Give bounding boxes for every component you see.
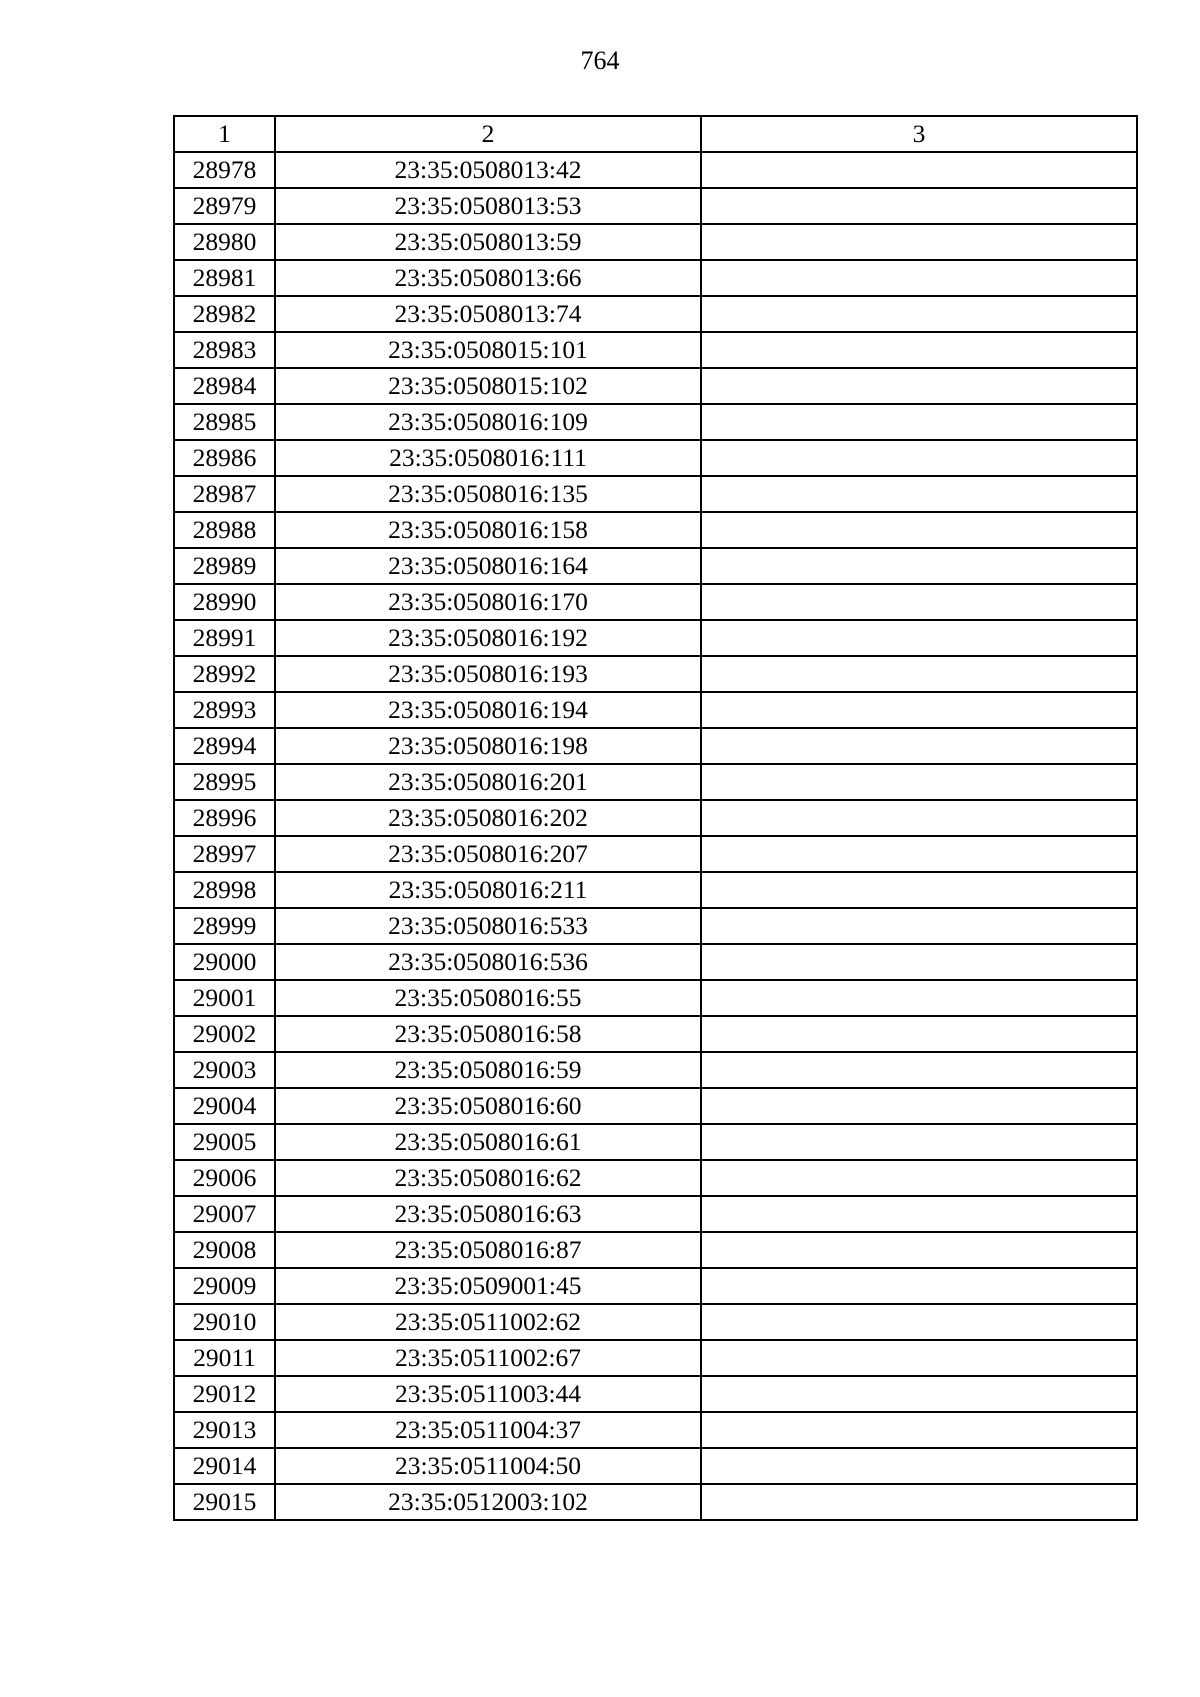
cadastral-number-cell: 23:35:0508016:109 bbox=[275, 404, 701, 440]
notes-cell bbox=[701, 1268, 1137, 1304]
row-index-cell: 28985 bbox=[174, 404, 275, 440]
notes-cell bbox=[701, 692, 1137, 728]
table-row bbox=[174, 800, 1137, 836]
table-row bbox=[174, 692, 1137, 728]
cadastral-number-cell: 23:35:0508013:53 bbox=[275, 188, 701, 224]
row-index-cell: 29012 bbox=[174, 1376, 275, 1412]
column-header-2: 2 bbox=[275, 116, 701, 152]
notes-cell bbox=[701, 368, 1137, 404]
row-index-cell: 28988 bbox=[174, 512, 275, 548]
row-index-cell: 29011 bbox=[174, 1340, 275, 1376]
cadastral-number-cell: 23:35:0508016:536 bbox=[275, 944, 701, 980]
table-row bbox=[174, 260, 1137, 296]
cadastral-number-cell: 23:35:0508016:87 bbox=[275, 1232, 701, 1268]
notes-cell bbox=[701, 1016, 1137, 1052]
table-row bbox=[174, 152, 1137, 188]
row-index-cell: 28981 bbox=[174, 260, 275, 296]
notes-cell bbox=[701, 1304, 1137, 1340]
row-index-cell: 29009 bbox=[174, 1268, 275, 1304]
cadastral-number-cell: 23:35:0508016:202 bbox=[275, 800, 701, 836]
notes-cell bbox=[701, 512, 1137, 548]
notes-cell bbox=[701, 764, 1137, 800]
cadastral-number-cell: 23:35:0511002:67 bbox=[275, 1340, 701, 1376]
table-row bbox=[174, 908, 1137, 944]
cadastral-number-table bbox=[173, 115, 1138, 1521]
notes-cell bbox=[701, 1376, 1137, 1412]
cadastral-number-cell: 23:35:0508016:58 bbox=[275, 1016, 701, 1052]
cadastral-number-cell: 23:35:0511004:50 bbox=[275, 1448, 701, 1484]
cadastral-number-cell: 23:35:0508013:66 bbox=[275, 260, 701, 296]
notes-cell bbox=[701, 440, 1137, 476]
table-row bbox=[174, 296, 1137, 332]
row-index-cell: 28990 bbox=[174, 584, 275, 620]
notes-cell bbox=[701, 548, 1137, 584]
notes-cell bbox=[701, 476, 1137, 512]
row-index-cell: 29002 bbox=[174, 1016, 275, 1052]
cadastral-number-cell: 23:35:0508016:61 bbox=[275, 1124, 701, 1160]
notes-cell bbox=[701, 1340, 1137, 1376]
notes-cell bbox=[701, 1484, 1137, 1520]
cadastral-number-cell: 23:35:0508016:192 bbox=[275, 620, 701, 656]
row-index-cell: 29006 bbox=[174, 1160, 275, 1196]
cadastral-number-cell: 23:35:0508016:63 bbox=[275, 1196, 701, 1232]
cadastral-number-cell: 23:35:0508016:194 bbox=[275, 692, 701, 728]
cadastral-number-cell: 23:35:0508016:158 bbox=[275, 512, 701, 548]
cadastral-number-cell: 23:35:0508016:59 bbox=[275, 1052, 701, 1088]
row-index-cell: 29007 bbox=[174, 1196, 275, 1232]
cadastral-number-cell: 23:35:0508016:55 bbox=[275, 980, 701, 1016]
notes-cell bbox=[701, 620, 1137, 656]
table-row bbox=[174, 656, 1137, 692]
cadastral-number-cell: 23:35:0508016:193 bbox=[275, 656, 701, 692]
table-row bbox=[174, 332, 1137, 368]
column-header-3: 3 bbox=[701, 116, 1137, 152]
table-row bbox=[174, 1160, 1137, 1196]
row-index-cell: 28993 bbox=[174, 692, 275, 728]
table-row bbox=[174, 1304, 1137, 1340]
table-row bbox=[174, 1088, 1137, 1124]
notes-cell bbox=[701, 872, 1137, 908]
table-row bbox=[174, 368, 1137, 404]
table-row bbox=[174, 944, 1137, 980]
table-row bbox=[174, 476, 1137, 512]
table-row bbox=[174, 872, 1137, 908]
table-row bbox=[174, 1412, 1137, 1448]
table-row bbox=[174, 1016, 1137, 1052]
table-row bbox=[174, 548, 1137, 584]
notes-cell bbox=[701, 1124, 1137, 1160]
cadastral-number-cell: 23:35:0508016:211 bbox=[275, 872, 701, 908]
notes-cell bbox=[701, 800, 1137, 836]
notes-cell bbox=[701, 1196, 1137, 1232]
cadastral-number-cell: 23:35:0508016:62 bbox=[275, 1160, 701, 1196]
row-index-cell: 28983 bbox=[174, 332, 275, 368]
notes-cell bbox=[701, 908, 1137, 944]
cadastral-number-cell: 23:35:0508016:111 bbox=[275, 440, 701, 476]
row-index-cell: 29015 bbox=[174, 1484, 275, 1520]
row-index-cell: 29010 bbox=[174, 1304, 275, 1340]
notes-cell bbox=[701, 1232, 1137, 1268]
notes-cell bbox=[701, 1412, 1137, 1448]
row-index-cell: 28980 bbox=[174, 224, 275, 260]
notes-cell bbox=[701, 404, 1137, 440]
cadastral-number-cell: 23:35:0508016:207 bbox=[275, 836, 701, 872]
notes-cell bbox=[701, 1052, 1137, 1088]
page-number: 764 bbox=[580, 46, 620, 75]
table-row bbox=[174, 836, 1137, 872]
table-row bbox=[174, 1340, 1137, 1376]
table-row bbox=[174, 1124, 1137, 1160]
cadastral-number-cell: 23:35:0508013:74 bbox=[275, 296, 701, 332]
row-index-cell: 28997 bbox=[174, 836, 275, 872]
notes-cell bbox=[701, 260, 1137, 296]
cadastral-number-cell: 23:35:0508016:164 bbox=[275, 548, 701, 584]
table-header bbox=[174, 116, 1137, 152]
notes-cell bbox=[701, 332, 1137, 368]
notes-cell bbox=[701, 296, 1137, 332]
row-index-cell: 29003 bbox=[174, 1052, 275, 1088]
row-index-cell: 28996 bbox=[174, 800, 275, 836]
notes-cell bbox=[701, 1160, 1137, 1196]
notes-cell bbox=[701, 584, 1137, 620]
notes-cell bbox=[701, 728, 1137, 764]
cadastral-number-cell: 23:35:0508015:101 bbox=[275, 332, 701, 368]
notes-cell bbox=[701, 1088, 1137, 1124]
row-index-cell: 29001 bbox=[174, 980, 275, 1016]
cadastral-number-cell: 23:35:0511003:44 bbox=[275, 1376, 701, 1412]
row-index-cell: 29013 bbox=[174, 1412, 275, 1448]
row-index-cell: 28987 bbox=[174, 476, 275, 512]
row-index-cell: 29000 bbox=[174, 944, 275, 980]
cadastral-number-cell: 23:35:0508016:135 bbox=[275, 476, 701, 512]
notes-cell bbox=[701, 944, 1137, 980]
cadastral-number-cell: 23:35:0508013:42 bbox=[275, 152, 701, 188]
row-index-cell: 29004 bbox=[174, 1088, 275, 1124]
notes-cell bbox=[701, 836, 1137, 872]
cadastral-number-cell: 23:35:0508016:170 bbox=[275, 584, 701, 620]
cadastral-number-cell: 23:35:0508016:533 bbox=[275, 908, 701, 944]
header-row bbox=[174, 116, 1137, 152]
table-row bbox=[174, 1052, 1137, 1088]
table-row bbox=[174, 224, 1137, 260]
cadastral-number-cell: 23:35:0508015:102 bbox=[275, 368, 701, 404]
row-index-cell: 28998 bbox=[174, 872, 275, 908]
cadastral-number-cell: 23:35:0511002:62 bbox=[275, 1304, 701, 1340]
row-index-cell: 28984 bbox=[174, 368, 275, 404]
table-row bbox=[174, 512, 1137, 548]
row-index-cell: 28982 bbox=[174, 296, 275, 332]
row-index-cell: 28989 bbox=[174, 548, 275, 584]
row-index-cell: 28986 bbox=[174, 440, 275, 476]
table-row bbox=[174, 620, 1137, 656]
table-row bbox=[174, 980, 1137, 1016]
row-index-cell: 29005 bbox=[174, 1124, 275, 1160]
cadastral-number-cell: 23:35:0508016:201 bbox=[275, 764, 701, 800]
row-index-cell: 28994 bbox=[174, 728, 275, 764]
table-row bbox=[174, 1196, 1137, 1232]
table-row bbox=[174, 440, 1137, 476]
table-row bbox=[174, 188, 1137, 224]
row-index-cell: 29014 bbox=[174, 1448, 275, 1484]
table-row bbox=[174, 764, 1137, 800]
notes-cell bbox=[701, 1448, 1137, 1484]
row-index-cell: 28999 bbox=[174, 908, 275, 944]
row-index-cell: 28992 bbox=[174, 656, 275, 692]
row-index-cell: 29008 bbox=[174, 1232, 275, 1268]
notes-cell bbox=[701, 656, 1137, 692]
row-index-cell: 28978 bbox=[174, 152, 275, 188]
row-index-cell: 28991 bbox=[174, 620, 275, 656]
cadastral-number-cell: 23:35:0508016:198 bbox=[275, 728, 701, 764]
notes-cell bbox=[701, 224, 1137, 260]
cadastral-number-cell: 23:35:0511004:37 bbox=[275, 1412, 701, 1448]
cadastral-number-cell: 23:35:0508016:60 bbox=[275, 1088, 701, 1124]
cadastral-number-cell: 23:35:0508013:59 bbox=[275, 224, 701, 260]
table-row bbox=[174, 1484, 1137, 1520]
table-row bbox=[174, 1268, 1137, 1304]
row-index-cell: 28995 bbox=[174, 764, 275, 800]
notes-cell bbox=[701, 188, 1137, 224]
cadastral-number-cell: 23:35:0509001:45 bbox=[275, 1268, 701, 1304]
notes-cell bbox=[701, 980, 1137, 1016]
row-index-cell: 28979 bbox=[174, 188, 275, 224]
table-row bbox=[174, 1448, 1137, 1484]
table-row bbox=[174, 728, 1137, 764]
table-row bbox=[174, 404, 1137, 440]
table-row bbox=[174, 1232, 1137, 1268]
notes-cell bbox=[701, 152, 1137, 188]
column-header-1: 1 bbox=[174, 116, 275, 152]
table-body bbox=[174, 152, 1137, 1520]
cadastral-number-cell: 23:35:0512003:102 bbox=[275, 1484, 701, 1520]
table-row bbox=[174, 1376, 1137, 1412]
table-row bbox=[174, 584, 1137, 620]
